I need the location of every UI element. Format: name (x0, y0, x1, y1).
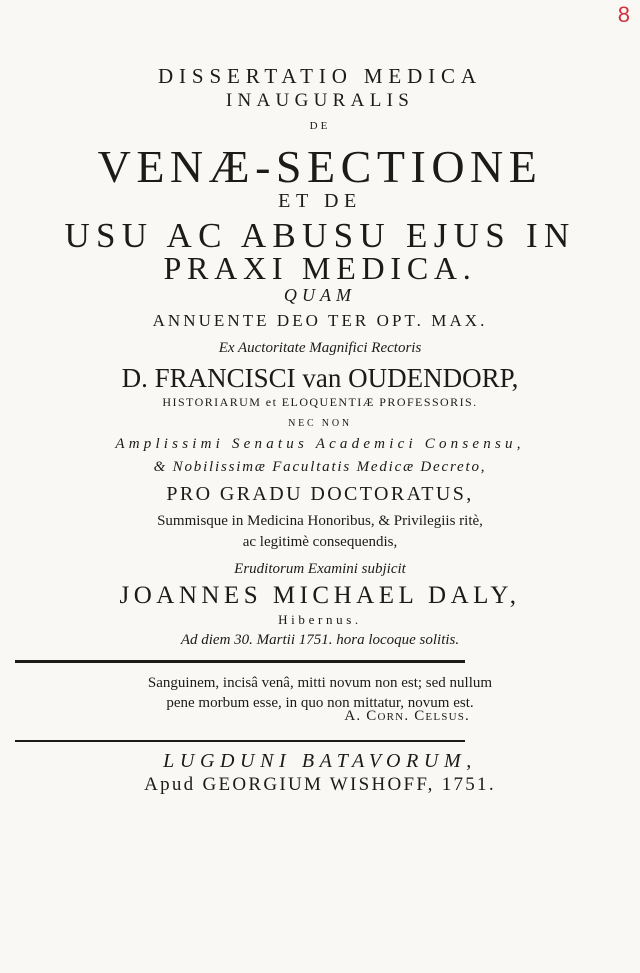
title-line-praxi-medica: PRAXI MEDICA. (163, 250, 477, 286)
line-pro-gradu: PRO GRADU DOCTORATUS, (166, 483, 474, 505)
title-line-et-de: ET DE (278, 190, 362, 212)
bottom-rule (15, 740, 465, 742)
line-ad-diem: Ad diem 30. Martii 1751. hora locoque solitis. (180, 632, 460, 648)
line-senatus-consensu: Amplissimi Senatus Academici Consensu, (115, 436, 525, 452)
title-line-dissertatio: DISSERTATIO MEDICA (158, 64, 482, 88)
line-author-name: JOANNES MICHAEL DALY, (119, 582, 521, 609)
quote-author: A. Corn. Celsus. (344, 708, 470, 724)
top-rule (15, 660, 465, 663)
line-ex-auctoritate: Ex Auctoritate Magnifici Rectoris (218, 340, 422, 356)
title-line-usu-ac-abusu: USU AC ABUSU EJUS IN (64, 216, 576, 255)
line-rector-name: D. FRANCISCI van OUDENDORP, (121, 363, 519, 393)
line-facultatis-decreto: & Nobilissimæ Facultatis Medicæ Decreto, (153, 459, 487, 475)
line-consequendis: ac legitimè consequendis, (242, 534, 398, 550)
line-eruditorum: Eruditorum Examini subjicit (234, 561, 406, 577)
line-summisque: Summisque in Medicina Honoribus, & Privilegiis ritè, (157, 513, 483, 529)
title-line-de: DE (309, 120, 331, 132)
page-number-mark: 8 (617, 2, 630, 27)
imprint-printer: Apud GEORGIUM WISHOFF, 1751. (144, 774, 496, 795)
quote-line-2: pene morbum esse, in quo non mittatur, novum est. (166, 695, 474, 711)
quote-line-1: Sanguinem, incisâ venâ, mitti novum non est; sed nullum (147, 675, 493, 691)
line-hibernus: Hibernus. (278, 612, 362, 627)
line-professoris: HISTORIARUM et ELOQUENTIÆ PROFESSORIS. (162, 395, 478, 409)
line-nec-non: NEC NON (288, 418, 352, 429)
imprint-place: LUGDUNI BATAVORUM, (163, 750, 477, 772)
title-line-quam: QUAM (283, 285, 357, 305)
title-line-inauguralis: INAUGURALIS (225, 90, 415, 111)
line-annuente-deo: ANNUENTE DEO TER OPT. MAX. (152, 311, 488, 330)
title-venae-sectione: VENÆ-SECTIONE (97, 141, 543, 192)
